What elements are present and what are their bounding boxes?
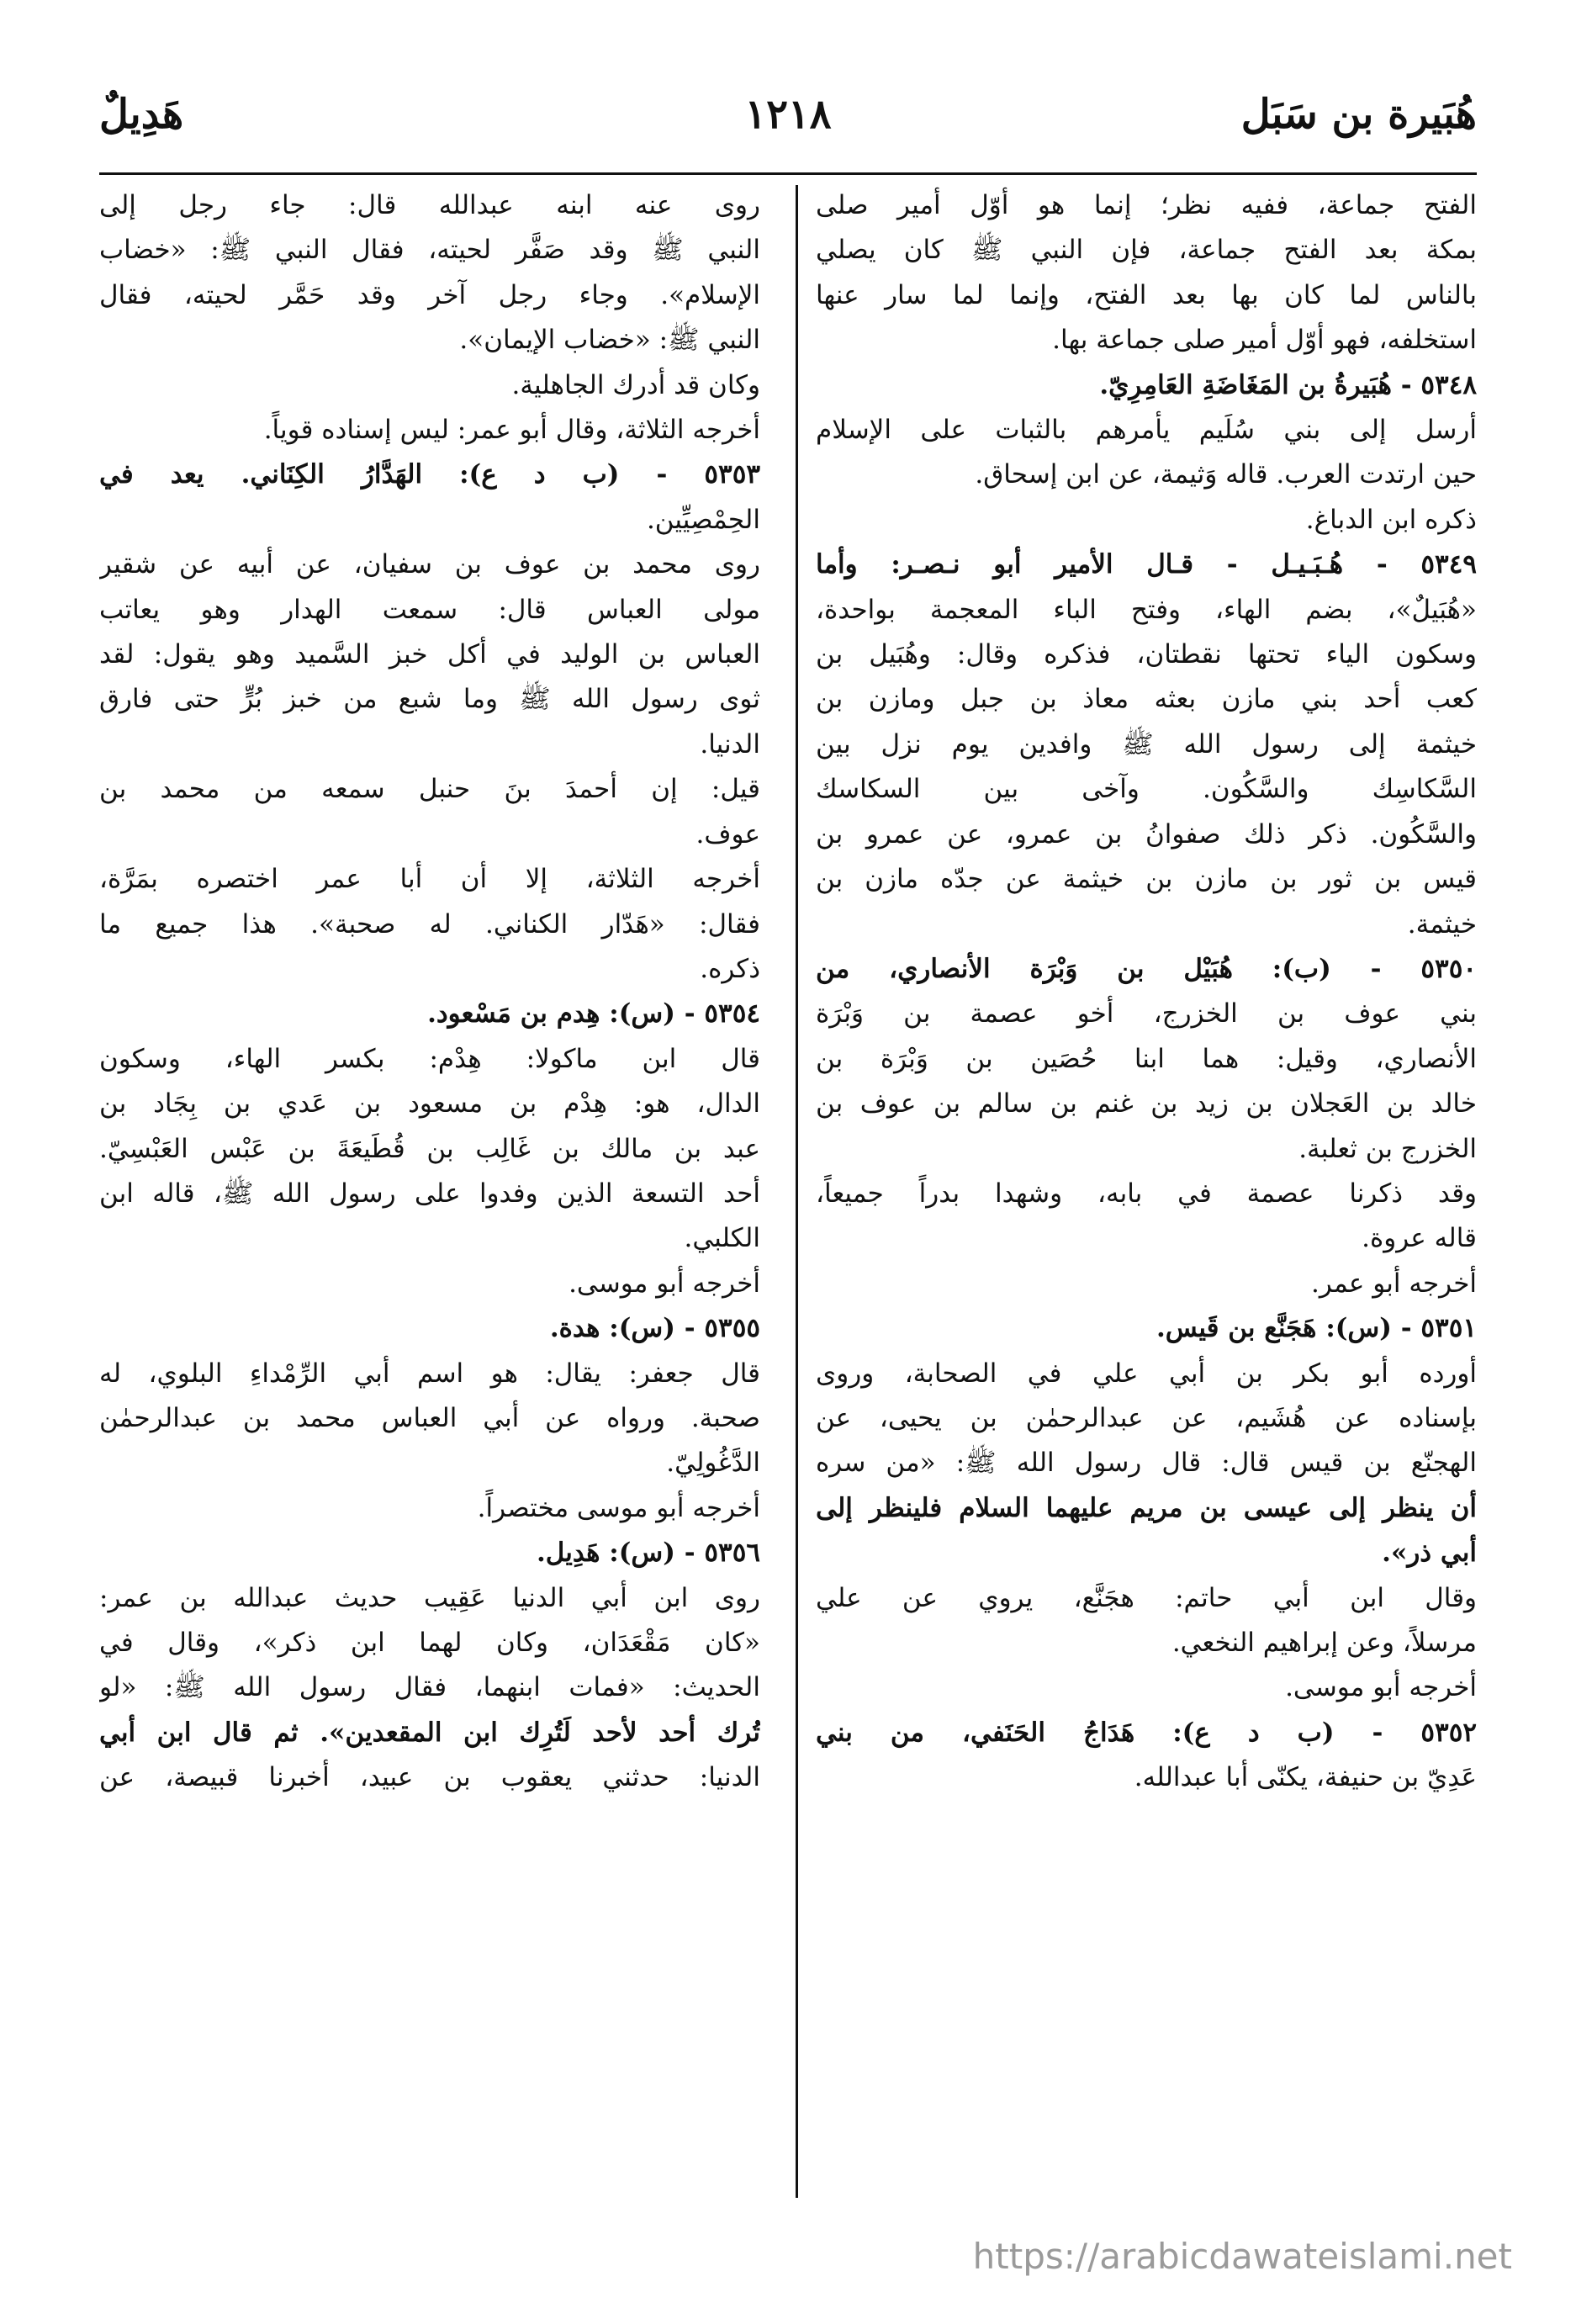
text-line: عبد بن مالك بن غَالِب بن قُطَيعَةَ بن عَبْس العَبْسِيّ.	[99, 1133, 760, 1164]
text-line: الفتح جماعة، ففيه نظر؛ إنما هو أوّل أمير صلى	[816, 190, 1477, 220]
text-line: أرسل إلى بني سُلَيم يأمرهم بالثبات على الإسلام	[816, 415, 1477, 446]
text-line: الإسلام». وجاء رجل آخر وقد حَمَّر لحيته، فقال	[99, 279, 760, 310]
hadith-text: تُرك أحد لأحد لَتُرِك ابن المقعدين». ثم قال ابن أبي	[99, 1717, 760, 1748]
text-line: كعب أحد بني مازن بعثه معاذ بن جبل ومازن بن	[816, 684, 1477, 715]
text-line: ثوى رسول الله ﷺ وما شبع من خبز بُرٍّ حتى فارق	[99, 684, 760, 715]
text-line: أخرجه أبو موسى.	[569, 1268, 760, 1299]
text-line: العباس بن الوليد في أكل خبز السَّميد وهو يقول: لقد	[99, 639, 760, 670]
header-rule	[99, 172, 1477, 175]
text-line: الخزرج بن ثعلبة.	[1298, 1133, 1477, 1164]
entry-heading: ٥٣٥٣ - (ب د ع): الهَدَّارُ الكِنَاني. يعد في	[99, 459, 760, 490]
entry-heading: ٥٣٥٤ - (س): هِدم بن مَسْعود.	[427, 998, 760, 1030]
running-title-left: هَدِيلٌ	[99, 91, 184, 138]
text-line: مولى العباس قال: سمعت الهدار وهو يعاتب	[99, 594, 760, 625]
text-line: وقال ابن أبي حاتم: هجَنَّع، يروي عن علي	[816, 1582, 1477, 1613]
text-line: «هُبَيلٌ»، بضم الهاء، وفتح الباء المعجمة بواحدة،	[816, 594, 1477, 625]
text-line: الدنيا: حدثني يعقوب بن عبيد، أخبرنا قبيصة، عن	[99, 1762, 760, 1793]
entry-heading: ٥٣٥٢ - (ب د ع): هَدَاجُ الحَنَفي، من بني	[816, 1717, 1477, 1748]
text-line: أخرجه أبو موسى مختصراً.	[477, 1492, 760, 1523]
text-line: قال جعفر: يقال: هو اسم أبي الرِّمْداءِ البلوي، له	[99, 1358, 760, 1389]
text-line: أخرجه الثلاثة، إلا أن أبا عمر اختصره بمَرَّة،	[99, 864, 760, 895]
text-line: روى ابن أبي الدنيا عَقِيب حديث عبدالله بن عمر:	[99, 1582, 760, 1613]
text-line: قيل: إن أحمدَ بنَ حنبل سمعه من محمد بن	[99, 774, 760, 805]
entry-heading: ٥٣٤٩ - هُـبَـيـل - قـال الأمير أبو نـصـر: وأما	[816, 549, 1477, 580]
text-line: الدنيا.	[700, 728, 760, 760]
text-line: صحبة. ورواه عن أبي العباس محمد بن عبدالرحمٰن	[99, 1402, 760, 1433]
text-line: الكلبي.	[684, 1223, 760, 1254]
text-line: عوف.	[695, 818, 760, 850]
text-line: الحِمْصِيِّين.	[646, 504, 760, 535]
text-line: ذكره.	[700, 953, 760, 984]
entry-heading: ٥٣٥١ - (س): هَجَنَّع بن قَيس.	[1156, 1313, 1477, 1344]
text-line: الهجنّع بن قيس قال: قال رسول الله ﷺ: «من سره	[816, 1448, 1477, 1479]
text-line: عَدِيّ بن حنيفة، يكنّى أبا عبدالله.	[1134, 1762, 1477, 1793]
text-line: خيثمة إلى رسول الله ﷺ وافدين يوم نزل بين	[816, 728, 1477, 760]
text-line: خيثمة.	[1407, 908, 1477, 940]
entry-heading: ٥٣٥٥ - (س): هدة.	[549, 1313, 760, 1344]
text-line: قال ابن ماكولا: هِدْم: بكسر الهاء، وسكون	[99, 1043, 760, 1074]
text-line: حين ارتدت العرب. قاله وَثيمة، عن ابن إسحاق.	[975, 459, 1477, 490]
text-line: أخرجه أبو موسى.	[1285, 1672, 1477, 1703]
text-line: وكان قد أدرك الجاهلية.	[511, 369, 760, 400]
text-line: النبي ﷺ وقد صَفَّر لحيته، فقال النبي ﷺ: «خضاب	[99, 235, 760, 266]
text-line: السَّكاسِك والسَّكُون. وآخى بين السكاسك	[816, 774, 1477, 805]
text-line: وسكون الياء تحتها نقطتان، فذكره وقال: وهُبَيل بن	[816, 639, 1477, 670]
text-line: مرسلاً، وعن إبراهيم النخعي.	[1171, 1628, 1477, 1658]
running-title-right: هُبَيرة بن سَبَل	[1240, 91, 1477, 138]
text-line: خالد بن العَجلان بن زيد بن غنم بن سالم بن عوف بن	[816, 1088, 1477, 1120]
text-line: بالناس لما كان بها بعد الفتح، وإنما لما سار عنها	[816, 279, 1477, 310]
text-line: بني عوف بن الخزرج، أخو عصمة بن وَبْرَة	[816, 998, 1477, 1030]
text-line: بمكة بعد الفتح جماعة، فإن النبي ﷺ كان يصلي	[816, 235, 1477, 266]
entry-heading: ٥٣٥٠ - (ب): هُبَيْل بن وَبْرَة الأنصاري، من	[816, 953, 1477, 984]
text-line: استخلفه، فهو أوّل أمير صلى جماعة بها.	[1052, 325, 1477, 356]
page-number: ١٢١٨	[744, 91, 832, 138]
text-line: ذكره ابن الدباغ.	[1305, 504, 1477, 535]
text-line: الحديث: «فمات ابنهما، فقال رسول الله ﷺ: «لو	[99, 1672, 760, 1703]
text-line: الدَّغُولِيّ.	[666, 1448, 760, 1479]
text-line: النبي ﷺ: «خضاب الإيمان».	[459, 325, 760, 356]
entry-heading: ٥٣٤٨ - هُبَيرةُ بن المَغَاضَةِ العَامِرِيّ.	[1099, 369, 1477, 400]
text-line: الدال، هو: هِدْم بن مسعود بن عَدي بن بِجَاد بن	[99, 1088, 760, 1120]
text-line: وقد ذكرنا عصمة في بابه، وشهدا بدراً جميعاً،	[816, 1178, 1477, 1209]
text-line: قيس بن ثور بن مازن بن خيثمة عن جدّه مازن بن	[816, 864, 1477, 895]
column-divider	[796, 185, 798, 2198]
left-column	[99, 183, 760, 1801]
hadith-text: أن ينظر إلى عيسى بن مريم عليهما السلام فلينظر إلى	[816, 1492, 1477, 1523]
text-line: فقال: «هَدّار الكناني. له صحبة». هذا جميع ما	[99, 908, 760, 940]
text-line: «كان مَقْعَدَان، وكان لهما ابن ذكر»، وقال في	[99, 1628, 760, 1658]
text-line: والسَّكُون. ذكر ذلك صفوانُ بن عمرو، عن عمرو بن	[816, 818, 1477, 850]
text-line: أخرجه الثلاثة، وقال أبو عمر: ليس إسناده قوياً.	[263, 415, 760, 446]
text-line: روى محمد بن عوف بن سفيان، عن أبيه عن شقير	[99, 549, 760, 580]
right-column	[816, 183, 1477, 1801]
text-line: أورده أبو بكر بن أبي علي في الصحابة، وروى	[816, 1358, 1477, 1389]
text-line: أخرجه أبو عمر.	[1310, 1268, 1477, 1299]
text-line: الأنصاري، وقيل: هما ابنا حُصَين بن وَبْرَة بن	[816, 1043, 1477, 1074]
text-line: بإسناده عن هُشَيم، عن عبدالرحمٰن بن يحيى، عن	[816, 1402, 1477, 1433]
text-line: قاله عروة.	[1362, 1223, 1477, 1254]
entry-heading: ٥٣٥٦ - (س): هَدِيل.	[537, 1538, 760, 1569]
text-line: أحد التسعة الذين وفدوا على رسول الله ﷺ، قاله ابن	[99, 1178, 760, 1209]
hadith-text: أبي ذر».	[1382, 1538, 1477, 1569]
page-header	[99, 91, 1477, 158]
watermark-url: https://arabicdawateislami.net	[972, 2236, 1512, 2277]
text-line: روى عنه ابنه عبدالله قال: جاء رجل إلى	[99, 190, 760, 220]
